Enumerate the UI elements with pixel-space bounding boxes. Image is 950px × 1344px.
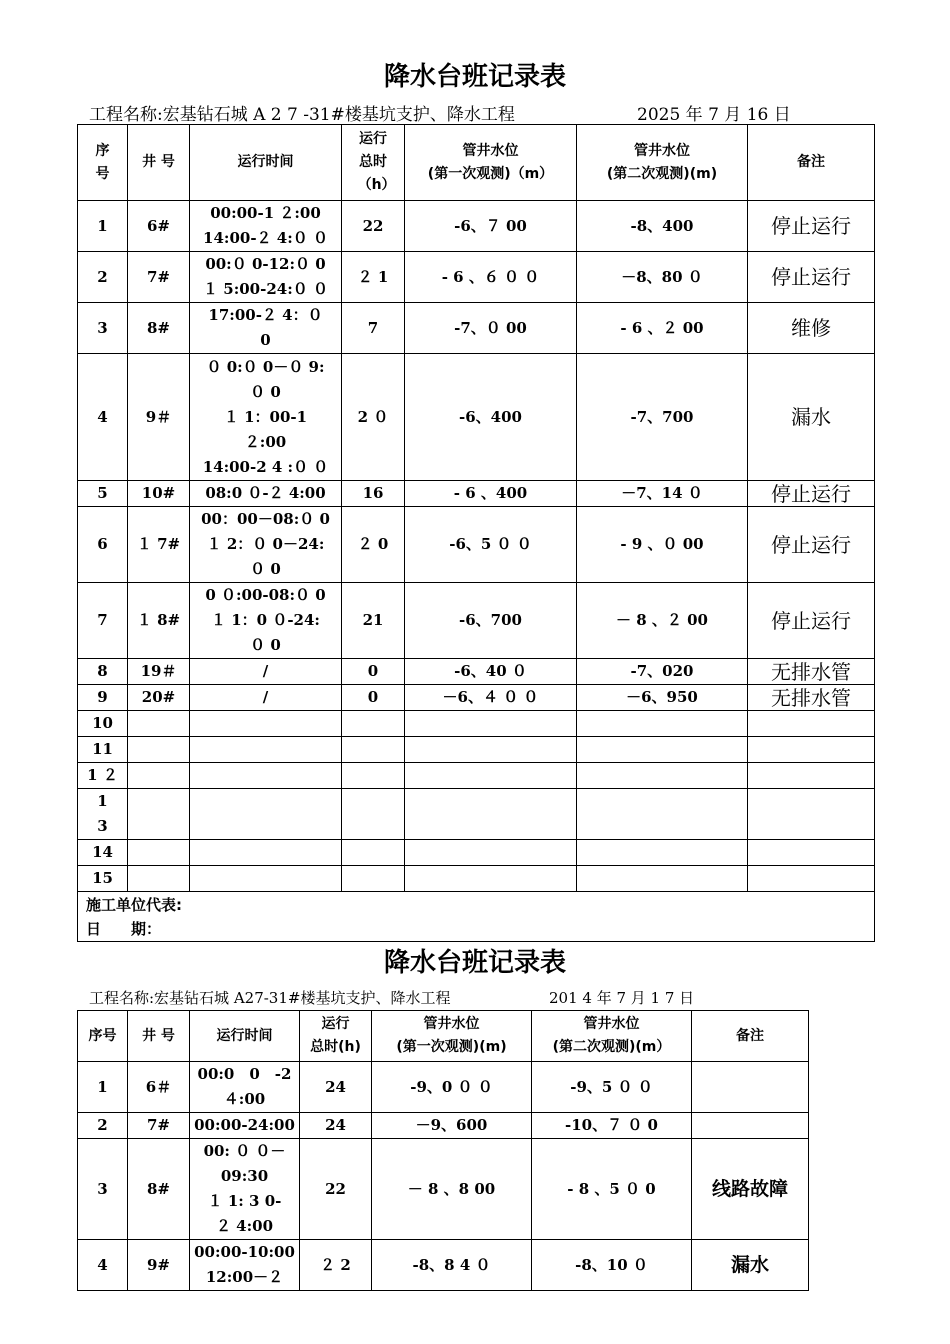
cell-run-time [190,685,342,711]
run-time-line: ０ 0 [250,382,281,401]
cell-run-time [190,1113,300,1139]
cell-run-time [190,1240,300,1291]
cell-well: 8# [128,1139,190,1240]
cell-total-hours: 22 [342,201,405,252]
table-row [78,685,875,711]
cell-total-hours [342,789,405,840]
cell-well: １ 8# [128,583,190,659]
cell-well [128,789,190,840]
run-time-line: ２:00 [244,432,287,451]
cell-level-second: - 9 、０ 00 [577,507,748,583]
table-row [78,583,875,659]
header2-well: 井 号 [128,1011,190,1062]
cell-level-first: - 6 、６ ０ ０ [405,252,577,303]
cell-seq: 10 [78,711,128,737]
cell-well: 20# [128,685,190,711]
cell-total-hours: 0 [342,685,405,711]
header-level1: 管井水位 (第一次观测)（m） [405,125,577,201]
cell-total-hours [342,866,405,892]
header2-total: 运行 总时(h) [300,1011,372,1062]
run-time-line: ０ 0:０ 0－０ 9: [206,357,325,376]
header2-level1: 管井水位 (第一次观测)(m) [372,1011,532,1062]
cell-note [692,1113,809,1139]
cell-note [748,737,875,763]
run-time-line: 00:00-1 ２:00 [210,204,321,222]
cell-total-hours: 24 [300,1062,372,1113]
run-time-line: ２ 4:00 [215,1217,274,1235]
cell-well [128,866,190,892]
cell-level-first [405,763,577,789]
cell-total-hours: 16 [342,481,405,507]
run-time-line: 00:０ 0-12:０ 0 [205,255,326,273]
cell-seq: 2 [78,1113,128,1139]
run-time-line: １ 5:00-24:０ ０ [203,280,328,298]
table-row [78,252,875,303]
table-row [78,659,875,685]
cell-well: 6＃ [128,1062,190,1113]
cell-level-first: -9、0 ０ ０ [372,1062,532,1113]
cell-note: 漏水 [748,354,875,481]
run-time-line: 09:30 [220,1167,269,1185]
cell-seq: 15 [78,866,128,892]
cell-level-first [405,789,577,840]
cell-level-first: -7、０ 00 [405,303,577,354]
cell-well: 19＃ [128,659,190,685]
run-time-line: 12:00－２ [205,1268,284,1286]
cell-run-time [190,711,342,737]
cell-run-time [190,1062,300,1113]
cell-level-second: -9、5 ０ ０ [532,1062,692,1113]
cell-note: 维修 [748,303,875,354]
table-row [78,201,875,252]
table-row [78,711,875,737]
cell-well [128,840,190,866]
run-time-line: ０ 0 [250,560,281,578]
cell-total-hours: 0 [342,659,405,685]
run-time-line: 14:00-２ 4:０ ０ [203,229,328,247]
header2-seq: 序号 [78,1011,128,1062]
cell-run-time [190,354,342,481]
cell-total-hours: ２ 1 [342,252,405,303]
cell-level-first [405,840,577,866]
header-note: 备注 [748,125,875,201]
footer-date: 日 期： [86,919,162,938]
form1-title: 降水台班记录表 [383,62,566,92]
form1-table [77,124,875,942]
cell-total-hours: 21 [342,583,405,659]
cell-note [692,1062,809,1113]
cell-total-hours [342,840,405,866]
cell-total-hours: 22 [300,1139,372,1240]
cell-well [128,763,190,789]
header-level2: 管井水位 (第二次观测)(m) [577,125,748,201]
run-time-line: 0 [260,331,271,349]
cell-seq: 14 [78,840,128,866]
cell-note: 停止运行 [748,481,875,507]
cell-level-second [577,737,748,763]
cell-seq: 4 [78,1240,128,1291]
header-total: 运行总时（h） [342,125,405,201]
cell-level-second: -10、７ ０ 0 [532,1113,692,1139]
form1-project-name: 工程名称:宏基钻石城 A 2 7 -31#楼基坑支护、降水工程 [89,105,515,125]
cell-run-time [190,201,342,252]
cell-well: 8# [128,303,190,354]
form2-title: 降水台班记录表 [383,948,566,978]
cell-level-second: -7、020 [577,659,748,685]
cell-well: 6# [128,201,190,252]
cell-level-first: － 8 、8 00 [372,1139,532,1240]
cell-level-second [577,789,748,840]
cell-well: 10# [128,481,190,507]
form2-project-name: 工程名称:宏基钻石城 A27-31#楼基坑支护、降水工程 [89,989,451,1007]
cell-level-second [577,711,748,737]
cell-run-time [190,763,342,789]
cell-seq: 1 [78,1062,128,1113]
cell-level-second: - 8 、5 ０ 0 [532,1139,692,1240]
cell-level-first: -6、７ 00 [405,201,577,252]
cell-level-first: －6、４ ０ ０ [405,685,577,711]
run-time-line: 14:00-2 4 :０ ０ [202,457,329,476]
cell-seq: 1 ２ [78,763,128,789]
cell-seq: 6 [78,507,128,583]
cell-total-hours: ２ 0 [342,507,405,583]
run-time-line: ４:00 [223,1090,266,1108]
header2-note: 备注 [692,1011,809,1062]
cell-seq: 1 3 [78,789,128,840]
cell-level-second [577,763,748,789]
run-time-line: 0 ０:00-08:０ 0 [205,586,326,604]
table-row [78,354,875,481]
header-seq: 序号 [78,125,128,201]
cell-well [128,711,190,737]
table-row [78,1240,809,1291]
table-row [78,763,875,789]
run-time-line: ０ 0 [250,636,281,654]
cell-seq: 5 [78,481,128,507]
cell-run-time [190,840,342,866]
header2-level2: 管井水位 (第二次观测)(m） [532,1011,692,1062]
cell-level-second [577,840,748,866]
cell-run-time [190,481,342,507]
cell-note [748,763,875,789]
run-time-line: １ 1：00-1 [223,407,308,426]
cell-seq: 9 [78,685,128,711]
cell-total-hours: 2 ０ [342,354,405,481]
table-row [78,737,875,763]
cell-level-first [405,737,577,763]
run-time-line: 00：00－08:０ 0 [201,510,330,528]
cell-run-time [190,789,342,840]
table-row [78,789,875,840]
run-time-line: １ 2：０ 0－24: [206,535,325,553]
cell-level-first: －9、600 [372,1113,532,1139]
cell-note [748,840,875,866]
cell-seq: 8 [78,659,128,685]
cell-level-second: -8、10 ０ [532,1240,692,1291]
cell-note: 漏水 [692,1240,809,1291]
cell-note [748,711,875,737]
table-row [78,303,875,354]
cell-level-first: -6、700 [405,583,577,659]
cell-well: 9＃ [128,354,190,481]
run-time-line: / [262,688,269,706]
cell-level-second: －7、14 ０ [577,481,748,507]
form1-date: 2025 年 7 月 16 日 [637,105,791,125]
cell-run-time [190,1139,300,1240]
table-row [78,1062,809,1113]
header-well: 井 号 [128,125,190,201]
cell-level-second: -7、700 [577,354,748,481]
table-row [78,1113,809,1139]
form2-table [77,1010,809,1291]
cell-level-first: -6、5 ０ ０ [405,507,577,583]
cell-total-hours: 24 [300,1113,372,1139]
run-time-line: １ 1: 3 0- [207,1192,282,1210]
cell-note [748,866,875,892]
cell-note: 无排水管 [748,659,875,685]
cell-total-hours: 7 [342,303,405,354]
cell-seq: 7 [78,583,128,659]
cell-total-hours [342,711,405,737]
cell-total-hours: ２ 2 [300,1240,372,1291]
cell-seq: 1 [78,201,128,252]
cell-well: １ 7# [128,507,190,583]
cell-seq: 4 [78,354,128,481]
header2-time: 运行时间 [190,1011,300,1062]
cell-level-second: － 8 、２ 00 [577,583,748,659]
cell-run-time [190,583,342,659]
run-time-line: 00:0 0 -2 [197,1065,292,1083]
cell-note: 停止运行 [748,507,875,583]
cell-level-first: -8、8 4 ０ [372,1240,532,1291]
footer-representative: 施工单位代表: [86,895,182,914]
cell-level-second: －8、80 ０ [577,252,748,303]
header-time: 运行时间 [190,125,342,201]
cell-note: 停止运行 [748,583,875,659]
cell-note [748,789,875,840]
table-row [78,481,875,507]
cell-level-first: - 6 、400 [405,481,577,507]
cell-well: 7# [128,252,190,303]
run-time-line: １ 1：0 ０-24: [211,611,320,629]
run-time-line: 00:00-24:00 [194,1116,295,1134]
run-time-line: / [262,662,269,680]
cell-level-second: -8、400 [577,201,748,252]
cell-level-first [405,711,577,737]
cell-level-first [405,866,577,892]
run-time-line: 08:0 ０-２ 4:00 [205,484,326,502]
cell-run-time [190,737,342,763]
cell-level-first: -6、40 ０ [405,659,577,685]
cell-level-first: -6、400 [405,354,577,481]
table-row [78,1139,809,1240]
cell-level-second [577,866,748,892]
table-row [78,507,875,583]
cell-seq: 11 [78,737,128,763]
cell-run-time [190,507,342,583]
table-row [78,840,875,866]
cell-note: 停止运行 [748,201,875,252]
cell-seq: 2 [78,252,128,303]
cell-seq: 3 [78,1139,128,1240]
cell-note: 停止运行 [748,252,875,303]
cell-note: 无排水管 [748,685,875,711]
cell-seq: 3 [78,303,128,354]
run-time-line: 00: ０ ０－ [203,1142,286,1160]
form2-date: 201 4 年 7 月 1 7 日 [549,989,695,1007]
cell-run-time [190,303,342,354]
cell-note: 线路故障 [692,1139,809,1240]
cell-run-time [190,659,342,685]
cell-level-second: －6、950 [577,685,748,711]
run-time-line: 00:00-10:00 [194,1243,295,1261]
cell-well [128,737,190,763]
run-time-line: 17:00-２ 4：０ [208,306,323,324]
cell-well: 7# [128,1113,190,1139]
cell-level-second: - 6 、２ 00 [577,303,748,354]
form1-footer [78,892,875,942]
cell-total-hours [342,763,405,789]
cell-well: 9# [128,1240,190,1291]
cell-run-time [190,252,342,303]
cell-run-time [190,866,342,892]
table-row [78,866,875,892]
cell-total-hours [342,737,405,763]
